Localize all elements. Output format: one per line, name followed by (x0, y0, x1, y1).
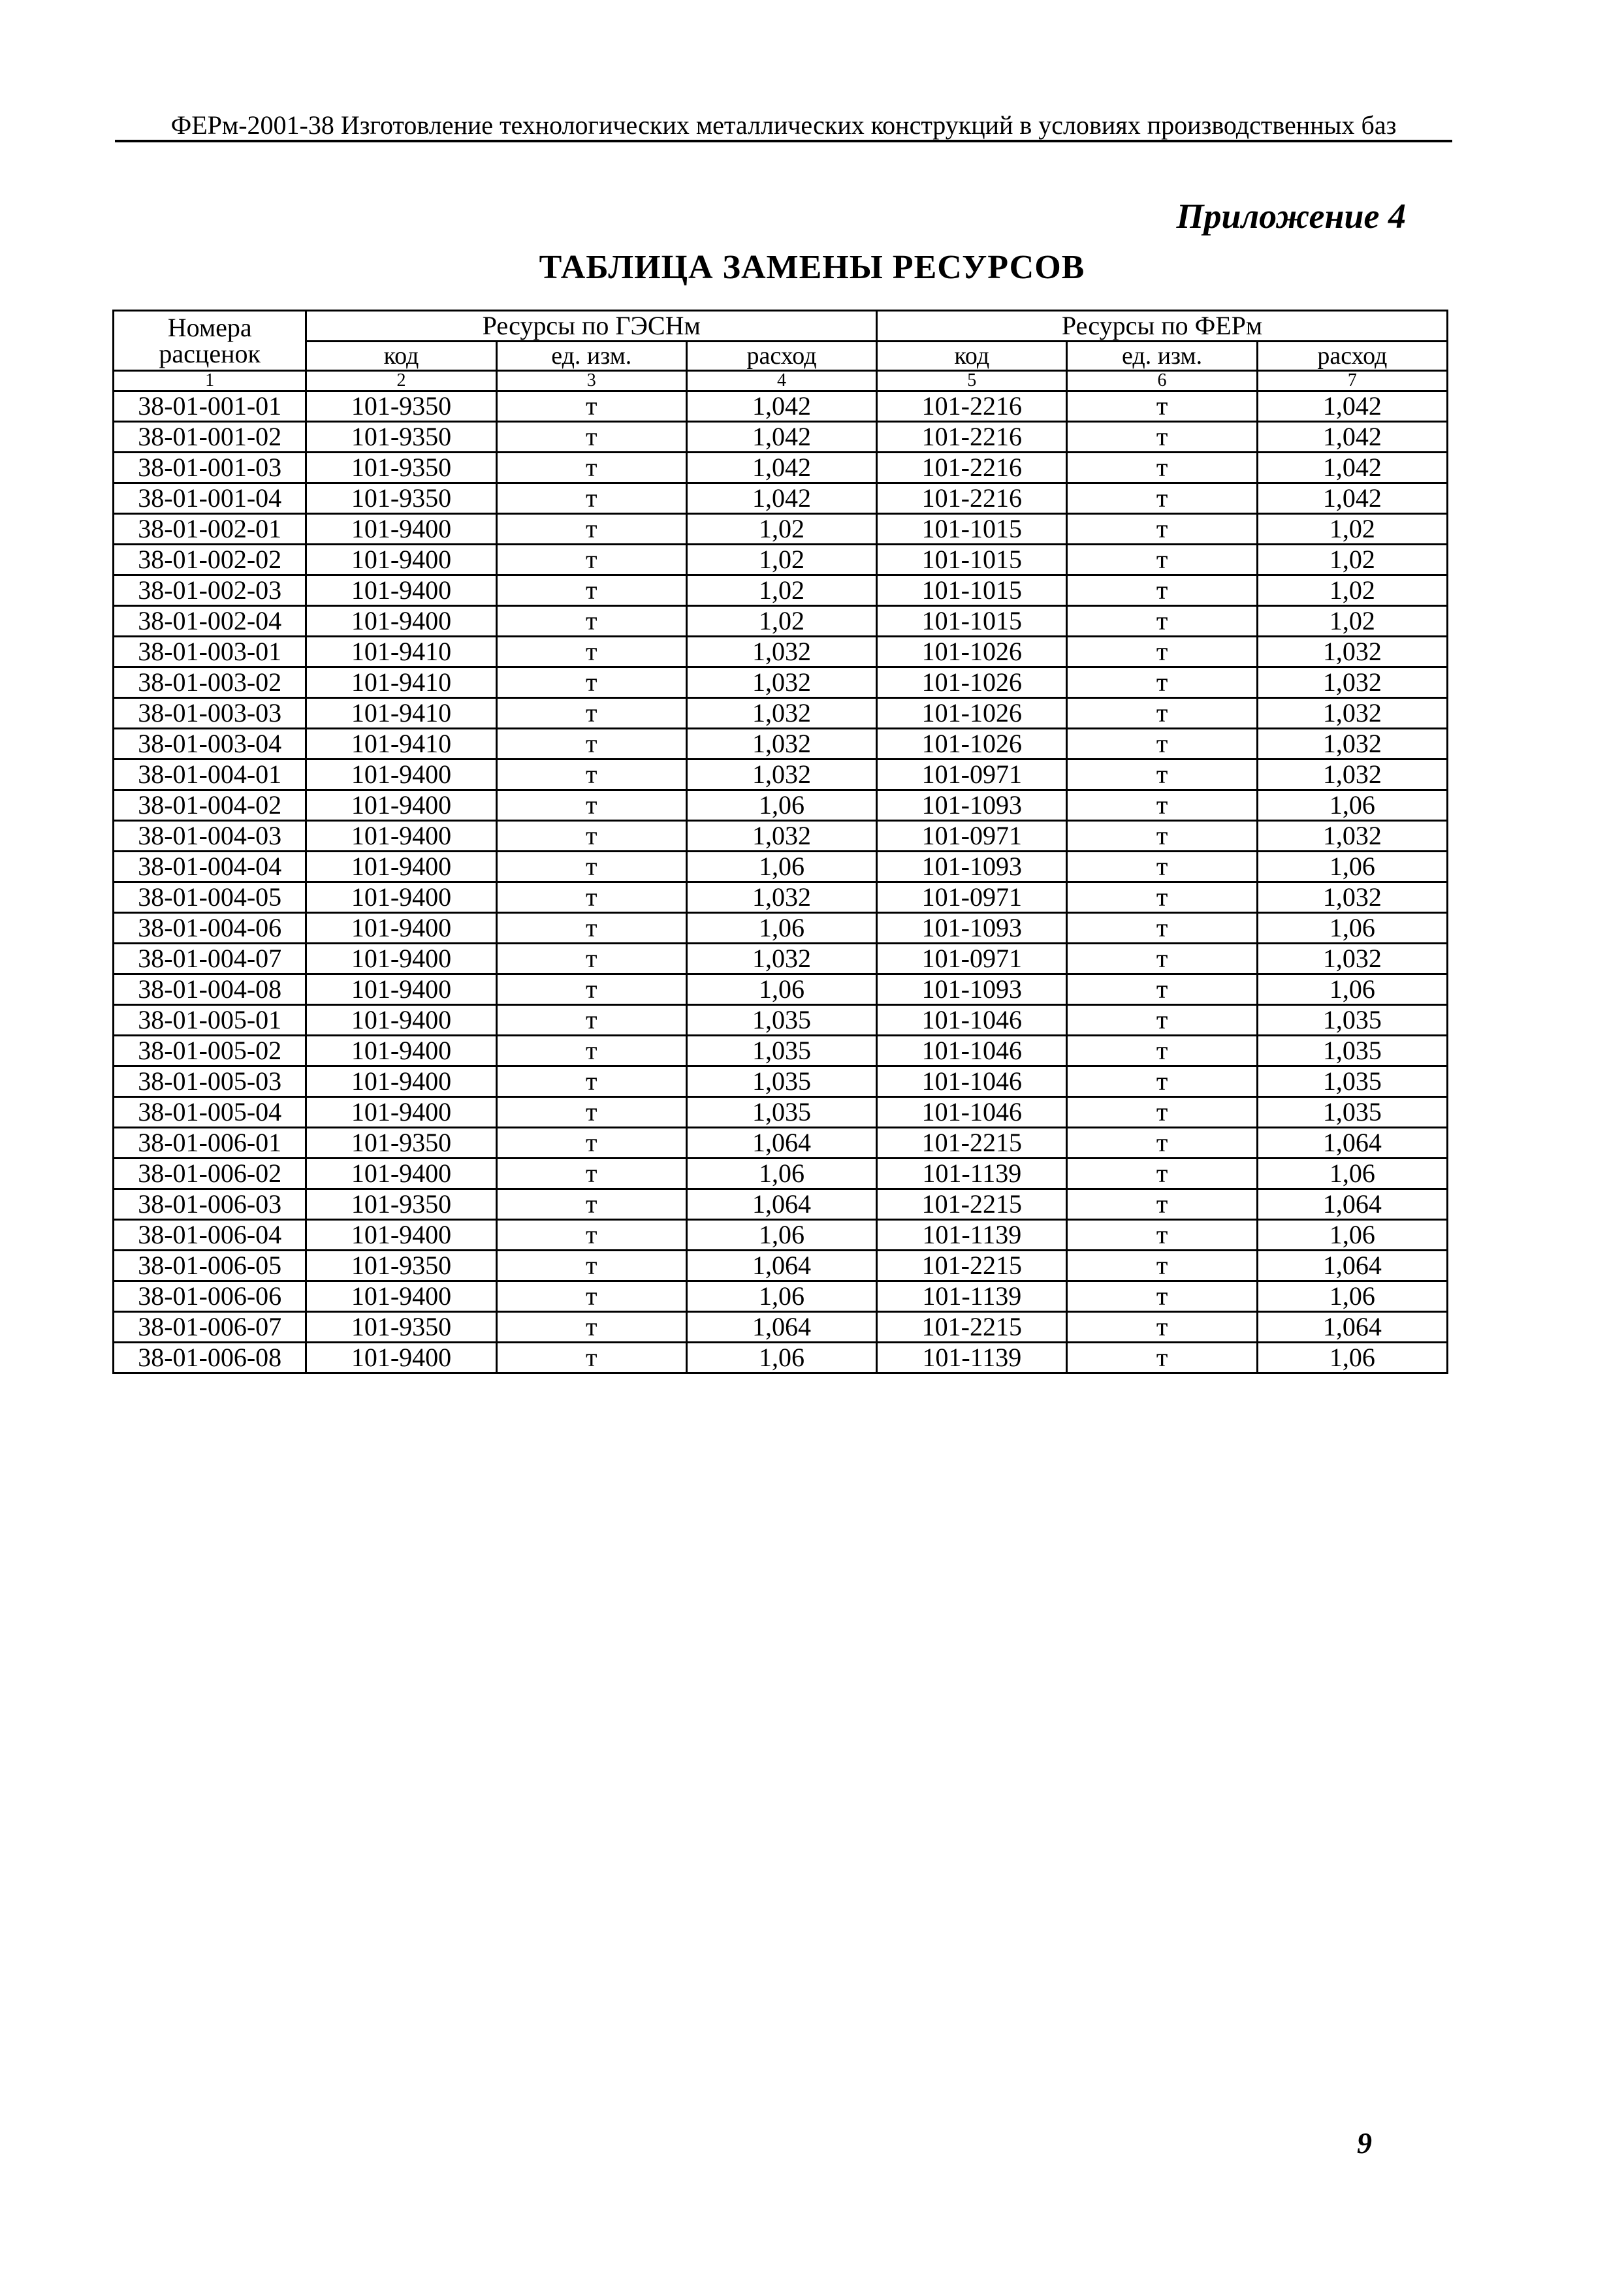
cell-fer-code: 101-2215 (877, 1251, 1067, 1281)
cell-fer-code: 101-1015 (877, 514, 1067, 545)
cell-rate-number: 38-01-005-03 (114, 1066, 306, 1097)
cell-fer-code: 101-1139 (877, 1220, 1067, 1251)
cell-fer-code: 101-0971 (877, 882, 1067, 913)
cell-gesn-code: 101-9350 (306, 391, 496, 422)
table-body (114, 391, 1448, 1373)
cell-gesn-unit: т (496, 974, 686, 1005)
cell-fer-consumption: 1,032 (1257, 637, 1447, 667)
cell-fer-unit: т (1067, 422, 1257, 453)
cell-gesn-code: 101-9400 (306, 1220, 496, 1251)
subheader-gesn-consumption: расход (686, 342, 876, 371)
cell-gesn-consumption: 1,06 (686, 913, 876, 944)
cell-fer-consumption: 1,02 (1257, 514, 1447, 545)
cell-gesn-consumption: 1,064 (686, 1189, 876, 1220)
cell-gesn-consumption: 1,032 (686, 698, 876, 729)
cell-gesn-code: 101-9400 (306, 545, 496, 575)
column-number: 5 (877, 371, 1067, 391)
table-row (114, 882, 1448, 913)
cell-gesn-unit: т (496, 1097, 686, 1128)
cell-fer-consumption: 1,06 (1257, 1343, 1447, 1373)
cell-rate-number: 38-01-005-02 (114, 1036, 306, 1066)
cell-gesn-unit: т (496, 882, 686, 913)
cell-gesn-consumption: 1,064 (686, 1251, 876, 1281)
cell-fer-code: 101-2216 (877, 422, 1067, 453)
cell-fer-unit: т (1067, 1312, 1257, 1343)
cell-rate-number: 38-01-005-01 (114, 1005, 306, 1036)
cell-fer-unit: т (1067, 483, 1257, 514)
cell-fer-unit: т (1067, 729, 1257, 759)
cell-gesn-code: 101-9400 (306, 1036, 496, 1066)
cell-gesn-consumption: 1,06 (686, 852, 876, 882)
cell-rate-number: 38-01-006-06 (114, 1281, 306, 1312)
cell-gesn-unit: т (496, 1251, 686, 1281)
table-row (114, 483, 1448, 514)
cell-gesn-code: 101-9410 (306, 698, 496, 729)
cell-fer-unit: т (1067, 852, 1257, 882)
cell-gesn-consumption: 1,035 (686, 1036, 876, 1066)
column-number: 3 (496, 371, 686, 391)
cell-gesn-code: 101-9400 (306, 882, 496, 913)
cell-fer-code: 101-1139 (877, 1343, 1067, 1373)
cell-fer-consumption: 1,032 (1257, 882, 1447, 913)
cell-gesn-code: 101-9400 (306, 1097, 496, 1128)
cell-gesn-unit: т (496, 1128, 686, 1159)
cell-gesn-unit: т (496, 1343, 686, 1373)
cell-fer-unit: т (1067, 606, 1257, 637)
cell-rate-number: 38-01-004-05 (114, 882, 306, 913)
cell-fer-unit: т (1067, 913, 1257, 944)
cell-fer-unit: т (1067, 790, 1257, 821)
cell-rate-number: 38-01-002-04 (114, 606, 306, 637)
table-row (114, 1220, 1448, 1251)
cell-fer-consumption: 1,064 (1257, 1251, 1447, 1281)
cell-rate-number: 38-01-003-04 (114, 729, 306, 759)
cell-fer-consumption: 1,06 (1257, 1220, 1447, 1251)
cell-fer-unit: т (1067, 391, 1257, 422)
cell-gesn-unit: т (496, 667, 686, 698)
cell-gesn-unit: т (496, 913, 686, 944)
cell-gesn-consumption: 1,042 (686, 483, 876, 514)
cell-fer-unit: т (1067, 1220, 1257, 1251)
cell-gesn-consumption: 1,06 (686, 1220, 876, 1251)
cell-gesn-code: 101-9400 (306, 1281, 496, 1312)
cell-fer-consumption: 1,02 (1257, 545, 1447, 575)
cell-gesn-unit: т (496, 729, 686, 759)
cell-fer-consumption: 1,032 (1257, 759, 1447, 790)
cell-fer-unit: т (1067, 944, 1257, 974)
cell-rate-number: 38-01-002-02 (114, 545, 306, 575)
cell-fer-code: 101-1015 (877, 545, 1067, 575)
cell-fer-unit: т (1067, 698, 1257, 729)
cell-fer-code: 101-2216 (877, 483, 1067, 514)
cell-gesn-code: 101-9350 (306, 453, 496, 483)
cell-fer-consumption: 1,032 (1257, 667, 1447, 698)
table-row (114, 790, 1448, 821)
cell-fer-code: 101-0971 (877, 759, 1067, 790)
cell-gesn-unit: т (496, 1312, 686, 1343)
header-divider (115, 140, 1452, 142)
cell-gesn-code: 101-9350 (306, 422, 496, 453)
cell-gesn-unit: т (496, 1220, 686, 1251)
column-number: 6 (1067, 371, 1257, 391)
cell-fer-consumption: 1,032 (1257, 944, 1447, 974)
cell-gesn-code: 101-9410 (306, 637, 496, 667)
subheader-fer-consumption: расход (1257, 342, 1447, 371)
cell-fer-code: 101-1026 (877, 667, 1067, 698)
column-number-row (114, 371, 1448, 391)
cell-rate-number: 38-01-002-03 (114, 575, 306, 606)
table-row (114, 1036, 1448, 1066)
cell-rate-number: 38-01-003-02 (114, 667, 306, 698)
cell-gesn-code: 101-9400 (306, 852, 496, 882)
header-group-gesn: Ресурсы по ГЭСНм (306, 311, 877, 342)
table-row (114, 606, 1448, 637)
cell-rate-number: 38-01-006-01 (114, 1128, 306, 1159)
cell-rate-number: 38-01-001-02 (114, 422, 306, 453)
cell-gesn-code: 101-9400 (306, 821, 496, 852)
cell-fer-consumption: 1,02 (1257, 575, 1447, 606)
cell-gesn-code: 101-9400 (306, 514, 496, 545)
cell-fer-consumption: 1,064 (1257, 1189, 1447, 1220)
cell-gesn-unit: т (496, 575, 686, 606)
cell-gesn-consumption: 1,06 (686, 790, 876, 821)
cell-fer-unit: т (1067, 1281, 1257, 1312)
cell-fer-unit: т (1067, 974, 1257, 1005)
cell-gesn-unit: т (496, 606, 686, 637)
running-header: ФЕРм-2001-38 Изготовление технологических металлических конструкций в условиях производственных баз (170, 110, 1397, 140)
cell-fer-code: 101-1015 (877, 575, 1067, 606)
page-number: 9 (1357, 2126, 1372, 2160)
cell-gesn-consumption: 1,06 (686, 1343, 876, 1373)
cell-fer-consumption: 1,06 (1257, 1159, 1447, 1189)
cell-fer-code: 101-1026 (877, 637, 1067, 667)
cell-fer-consumption: 1,042 (1257, 453, 1447, 483)
cell-rate-number: 38-01-001-04 (114, 483, 306, 514)
cell-gesn-unit: т (496, 1281, 686, 1312)
cell-fer-unit: т (1067, 882, 1257, 913)
cell-rate-number: 38-01-006-03 (114, 1189, 306, 1220)
cell-fer-code: 101-1046 (877, 1066, 1067, 1097)
cell-rate-number: 38-01-003-03 (114, 698, 306, 729)
cell-gesn-unit: т (496, 637, 686, 667)
cell-fer-code: 101-1026 (877, 698, 1067, 729)
cell-fer-consumption: 1,02 (1257, 606, 1447, 637)
table-row (114, 1005, 1448, 1036)
table-row (114, 852, 1448, 882)
cell-gesn-code: 101-9350 (306, 1128, 496, 1159)
cell-fer-consumption: 1,06 (1257, 852, 1447, 882)
cell-fer-code: 101-1093 (877, 852, 1067, 882)
cell-rate-number: 38-01-001-03 (114, 453, 306, 483)
table-row (114, 514, 1448, 545)
cell-gesn-code: 101-9410 (306, 667, 496, 698)
cell-gesn-consumption: 1,032 (686, 821, 876, 852)
cell-gesn-unit: т (496, 821, 686, 852)
column-number: 1 (114, 371, 306, 391)
table-row (114, 944, 1448, 974)
cell-fer-code: 101-1093 (877, 974, 1067, 1005)
cell-rate-number: 38-01-006-04 (114, 1220, 306, 1251)
cell-gesn-consumption: 1,035 (686, 1005, 876, 1036)
cell-gesn-code: 101-9400 (306, 759, 496, 790)
header-group-fer: Ресурсы по ФЕРм (877, 311, 1448, 342)
cell-gesn-consumption: 1,042 (686, 422, 876, 453)
table-row (114, 391, 1448, 422)
cell-gesn-consumption: 1,032 (686, 882, 876, 913)
page-title: ТАБЛИЦА ЗАМЕНЫ РЕСУРСОВ (539, 249, 1085, 286)
cell-fer-consumption: 1,032 (1257, 729, 1447, 759)
cell-gesn-consumption: 1,064 (686, 1128, 876, 1159)
cell-gesn-unit: т (496, 391, 686, 422)
table-row (114, 1251, 1448, 1281)
cell-fer-code: 101-2215 (877, 1128, 1067, 1159)
cell-fer-consumption: 1,042 (1257, 391, 1447, 422)
cell-fer-unit: т (1067, 637, 1257, 667)
table-row (114, 821, 1448, 852)
cell-gesn-consumption: 1,042 (686, 453, 876, 483)
cell-rate-number: 38-01-006-08 (114, 1343, 306, 1373)
cell-gesn-consumption: 1,032 (686, 729, 876, 759)
table-row (114, 1312, 1448, 1343)
cell-gesn-unit: т (496, 852, 686, 882)
cell-fer-unit: т (1067, 1159, 1257, 1189)
cell-gesn-consumption: 1,032 (686, 667, 876, 698)
cell-fer-consumption: 1,035 (1257, 1066, 1447, 1097)
subheader-fer-code: код (877, 342, 1067, 371)
cell-gesn-unit: т (496, 698, 686, 729)
table-row (114, 667, 1448, 698)
cell-gesn-unit: т (496, 1189, 686, 1220)
cell-fer-code: 101-1015 (877, 606, 1067, 637)
cell-fer-unit: т (1067, 514, 1257, 545)
cell-fer-consumption: 1,035 (1257, 1005, 1447, 1036)
cell-fer-unit: т (1067, 1189, 1257, 1220)
cell-fer-unit: т (1067, 821, 1257, 852)
cell-gesn-consumption: 1,042 (686, 391, 876, 422)
cell-rate-number: 38-01-003-01 (114, 637, 306, 667)
cell-gesn-unit: т (496, 453, 686, 483)
cell-gesn-code: 101-9350 (306, 1251, 496, 1281)
cell-fer-consumption: 1,035 (1257, 1036, 1447, 1066)
cell-gesn-consumption: 1,06 (686, 1281, 876, 1312)
cell-gesn-consumption: 1,06 (686, 1159, 876, 1189)
cell-fer-consumption: 1,064 (1257, 1128, 1447, 1159)
table-row (114, 575, 1448, 606)
cell-rate-number: 38-01-006-05 (114, 1251, 306, 1281)
table-row (114, 1097, 1448, 1128)
subheader-fer-unit: ед. изм. (1067, 342, 1257, 371)
cell-rate-number: 38-01-004-08 (114, 974, 306, 1005)
column-number: 7 (1257, 371, 1447, 391)
cell-fer-code: 101-1046 (877, 1005, 1067, 1036)
cell-gesn-consumption: 1,032 (686, 759, 876, 790)
cell-gesn-code: 101-9400 (306, 606, 496, 637)
cell-fer-code: 101-1026 (877, 729, 1067, 759)
table-row (114, 1066, 1448, 1097)
cell-gesn-unit: т (496, 944, 686, 974)
resource-replacement-table (112, 310, 1448, 1374)
cell-rate-number: 38-01-004-01 (114, 759, 306, 790)
cell-fer-consumption: 1,064 (1257, 1312, 1447, 1343)
cell-gesn-unit: т (496, 790, 686, 821)
cell-fer-unit: т (1067, 453, 1257, 483)
header-rates: Номера расценок (114, 311, 306, 371)
cell-gesn-code: 101-9400 (306, 944, 496, 974)
cell-gesn-code: 101-9400 (306, 575, 496, 606)
cell-gesn-code: 101-9410 (306, 729, 496, 759)
column-number: 2 (306, 371, 496, 391)
cell-rate-number: 38-01-004-04 (114, 852, 306, 882)
cell-fer-code: 101-1139 (877, 1159, 1067, 1189)
cell-gesn-consumption: 1,035 (686, 1066, 876, 1097)
cell-fer-consumption: 1,032 (1257, 821, 1447, 852)
cell-gesn-unit: т (496, 1066, 686, 1097)
cell-fer-code: 101-2216 (877, 453, 1067, 483)
table-row (114, 453, 1448, 483)
cell-gesn-consumption: 1,02 (686, 606, 876, 637)
cell-fer-unit: т (1067, 545, 1257, 575)
cell-gesn-consumption: 1,06 (686, 974, 876, 1005)
cell-fer-consumption: 1,06 (1257, 974, 1447, 1005)
table-row (114, 637, 1448, 667)
cell-gesn-code: 101-9400 (306, 1066, 496, 1097)
cell-fer-unit: т (1067, 667, 1257, 698)
cell-rate-number: 38-01-001-01 (114, 391, 306, 422)
cell-gesn-consumption: 1,02 (686, 545, 876, 575)
cell-fer-unit: т (1067, 1343, 1257, 1373)
cell-gesn-consumption: 1,02 (686, 514, 876, 545)
cell-gesn-consumption: 1,032 (686, 944, 876, 974)
table-row (114, 1189, 1448, 1220)
table-row (114, 913, 1448, 944)
table-row (114, 1343, 1448, 1373)
cell-fer-consumption: 1,032 (1257, 698, 1447, 729)
cell-gesn-consumption: 1,032 (686, 637, 876, 667)
cell-fer-code: 101-1046 (877, 1097, 1067, 1128)
cell-gesn-consumption: 1,064 (686, 1312, 876, 1343)
subheader-gesn-unit: ед. изм. (496, 342, 686, 371)
table-row (114, 974, 1448, 1005)
cell-gesn-code: 101-9350 (306, 483, 496, 514)
cell-fer-code: 101-2216 (877, 391, 1067, 422)
cell-fer-code: 101-0971 (877, 944, 1067, 974)
table-row (114, 1128, 1448, 1159)
cell-fer-consumption: 1,035 (1257, 1097, 1447, 1128)
cell-fer-consumption: 1,06 (1257, 790, 1447, 821)
cell-gesn-consumption: 1,035 (686, 1097, 876, 1128)
cell-fer-unit: т (1067, 1066, 1257, 1097)
cell-gesn-code: 101-9400 (306, 1159, 496, 1189)
cell-gesn-unit: т (496, 422, 686, 453)
cell-rate-number: 38-01-006-02 (114, 1159, 306, 1189)
cell-gesn-unit: т (496, 545, 686, 575)
cell-gesn-code: 101-9400 (306, 790, 496, 821)
table-row (114, 729, 1448, 759)
cell-gesn-unit: т (496, 483, 686, 514)
cell-fer-consumption: 1,042 (1257, 483, 1447, 514)
column-number: 4 (686, 371, 876, 391)
cell-gesn-code: 101-9400 (306, 913, 496, 944)
cell-rate-number: 38-01-004-03 (114, 821, 306, 852)
cell-rate-number: 38-01-004-07 (114, 944, 306, 974)
cell-gesn-code: 101-9400 (306, 1005, 496, 1036)
cell-fer-code: 101-0971 (877, 821, 1067, 852)
cell-fer-consumption: 1,06 (1257, 1281, 1447, 1312)
cell-fer-consumption: 1,06 (1257, 913, 1447, 944)
cell-gesn-unit: т (496, 759, 686, 790)
cell-fer-unit: т (1067, 1005, 1257, 1036)
cell-rate-number: 38-01-005-04 (114, 1097, 306, 1128)
cell-fer-code: 101-1093 (877, 913, 1067, 944)
cell-fer-unit: т (1067, 1251, 1257, 1281)
cell-gesn-code: 101-9350 (306, 1312, 496, 1343)
cell-gesn-code: 101-9400 (306, 1343, 496, 1373)
cell-fer-code: 101-1139 (877, 1281, 1067, 1312)
subheader-gesn-code: код (306, 342, 496, 371)
table-row (114, 759, 1448, 790)
table-row (114, 698, 1448, 729)
cell-rate-number: 38-01-006-07 (114, 1312, 306, 1343)
cell-fer-unit: т (1067, 1036, 1257, 1066)
cell-rate-number: 38-01-004-02 (114, 790, 306, 821)
table-row (114, 422, 1448, 453)
table-row (114, 545, 1448, 575)
cell-gesn-unit: т (496, 1005, 686, 1036)
cell-gesn-code: 101-9400 (306, 974, 496, 1005)
cell-fer-unit: т (1067, 759, 1257, 790)
cell-fer-code: 101-1046 (877, 1036, 1067, 1066)
cell-gesn-code: 101-9350 (306, 1189, 496, 1220)
cell-fer-unit: т (1067, 1097, 1257, 1128)
cell-gesn-unit: т (496, 1159, 686, 1189)
appendix-label: Приложение 4 (1176, 197, 1406, 236)
cell-gesn-consumption: 1,02 (686, 575, 876, 606)
table-row (114, 1159, 1448, 1189)
cell-gesn-unit: т (496, 1036, 686, 1066)
cell-rate-number: 38-01-004-06 (114, 913, 306, 944)
cell-fer-code: 101-1093 (877, 790, 1067, 821)
cell-fer-consumption: 1,042 (1257, 422, 1447, 453)
cell-fer-unit: т (1067, 575, 1257, 606)
cell-rate-number: 38-01-002-01 (114, 514, 306, 545)
cell-gesn-unit: т (496, 514, 686, 545)
table-row (114, 1281, 1448, 1312)
cell-fer-code: 101-2215 (877, 1189, 1067, 1220)
cell-fer-code: 101-2215 (877, 1312, 1067, 1343)
cell-fer-unit: т (1067, 1128, 1257, 1159)
